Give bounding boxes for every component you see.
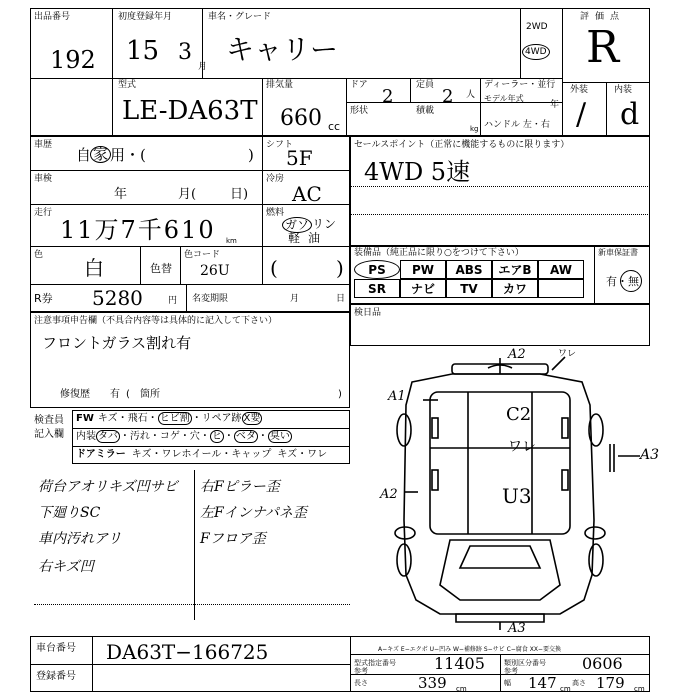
equipment-item: PS <box>354 260 400 279</box>
damage-crack-top: ワレ <box>558 349 577 359</box>
length-unit: cm <box>456 685 467 693</box>
equipment-item: ナビ <box>400 279 446 298</box>
km-unit: km <box>226 237 237 245</box>
damage-legend: A−キズ E−エクボ U−凹み W−補修跡 S−サビ C−腐食 XX−要交換 <box>378 646 561 653</box>
check-item: ヒビ割 <box>159 413 190 424</box>
length-label: 長さ <box>354 679 368 687</box>
damage-u3: U3 <box>502 484 532 508</box>
interior-label: 内装 <box>614 85 633 95</box>
recycle-value: 5280 <box>92 286 143 310</box>
capacity-label: 定員 <box>416 80 435 90</box>
checks-label-1: 検査員 <box>34 415 64 426</box>
check-item: キズ・飛石・ <box>97 413 158 424</box>
equipment-item: SR <box>354 279 400 298</box>
lot-label: 出品番号 <box>34 12 71 22</box>
door-label: ドア <box>350 80 368 90</box>
check-item: ベタ <box>235 431 256 442</box>
chassis-label: 車台番号 <box>36 643 76 654</box>
height-value: 179 <box>596 674 625 692</box>
type-approval-ref: 参考 <box>354 667 368 675</box>
shift-value: 5F <box>286 146 313 170</box>
equipment-item: TV <box>446 279 492 298</box>
check-item: キズ・ワレ <box>131 449 182 460</box>
color-label: 色 <box>34 250 44 260</box>
warranty-value: 有・無 <box>606 275 639 288</box>
check-item: ・ <box>223 431 234 442</box>
equipment-item <box>538 279 584 298</box>
check-item: ドアミラー <box>76 449 126 460</box>
width-unit: cm <box>560 685 571 693</box>
history-suffix: 用・( <box>110 146 146 164</box>
dealer-label: ディーラー・並行 <box>484 80 556 90</box>
reg-number-label: 登録番号 <box>36 671 76 682</box>
check-item: ヒ <box>211 431 222 442</box>
handwritten-note: 右Fピラー歪 <box>200 479 280 495</box>
exterior-grade: / <box>576 97 587 132</box>
month-unit: 月 <box>198 62 208 72</box>
color-paren-open: ( <box>270 256 278 280</box>
checks-label-2: 記入欄 <box>34 429 64 440</box>
shift-label: シフト <box>266 140 294 150</box>
equipment-item: カワ <box>492 279 538 298</box>
fuel-circled: ガソ <box>282 217 312 233</box>
check-item: キズ・ワレ <box>277 449 328 460</box>
shaken-day: 日) <box>230 187 249 202</box>
door-count: 2 <box>382 86 394 107</box>
load-label: 積載 <box>416 106 435 116</box>
mileage: 11万7千610 <box>60 216 216 244</box>
equipment-item: PW <box>400 260 446 279</box>
color-value: 白 <box>84 256 104 280</box>
drive-4wd-circled: 4WD <box>522 44 550 60</box>
model-label: 型式 <box>118 80 137 90</box>
damage-crack-mid: ワレ <box>508 439 536 455</box>
aircon-label: 冷房 <box>266 174 285 184</box>
expiry-month: 月 <box>290 294 300 304</box>
auction-sheet <box>30 8 660 693</box>
capacity: 2 <box>442 86 454 107</box>
fuel-suffix: リン <box>312 217 337 231</box>
score-label: 評価点 <box>580 12 626 22</box>
handwritten-note: 下廻りSC <box>38 505 101 521</box>
history-label: 車歴 <box>34 140 53 150</box>
repair-part: 箇所 <box>140 389 160 400</box>
first-reg-label: 初度登録年月 <box>118 12 173 22</box>
damage-a3-bottom: A3 <box>508 621 526 636</box>
repair-label: 修復歴 <box>60 389 90 400</box>
fuel-diesel: 軽油 <box>288 231 329 245</box>
equipment-label: 装備品（純正品に限り○をつけて下さい） <box>354 248 524 258</box>
car-name: キャリー <box>226 33 339 66</box>
color-code: 26U <box>200 263 230 279</box>
model-year-label: モデル年式 <box>484 94 524 103</box>
width-value: 147 <box>528 674 557 692</box>
color-change-label: 色替 <box>150 262 172 275</box>
class-ref: 参考 <box>504 667 518 675</box>
check-item: ・汚れ・コゲ・穴・ <box>119 431 210 442</box>
check-item: 臭い <box>269 431 290 442</box>
displacement: 660 <box>280 106 322 131</box>
check-item: ・リペア跡 <box>191 413 242 424</box>
shaken-month: 月( <box>178 187 197 202</box>
lot-number: 192 <box>50 46 96 74</box>
check-item: X要 <box>243 413 261 424</box>
history-prefix: 自 <box>76 146 92 164</box>
shape-label: 形状 <box>350 106 369 116</box>
capacity-unit: 人 <box>466 90 476 100</box>
class-label: 類別区分番号 <box>504 659 546 667</box>
sales-point-label: セールスポイント（正常に機能するものに限ります） <box>354 140 570 150</box>
model-year-unit: 年 <box>550 100 560 110</box>
type-approval-number: 11405 <box>434 654 485 673</box>
inspector-label: 検日品 <box>354 308 382 318</box>
recycle-label: R券 <box>34 292 53 305</box>
cc-unit: cc <box>328 120 341 133</box>
handwritten-note: 荷台アオリキズ凹サビ <box>38 479 178 495</box>
shaken-label: 車検 <box>34 174 53 184</box>
handwritten-note: 左Fインナパネ歪 <box>200 505 307 521</box>
width-label: 幅 <box>504 679 511 687</box>
height-label: 高さ <box>572 679 586 687</box>
check-item: ・ <box>257 431 268 442</box>
notes-text: フロントガラス割れ有 <box>42 334 192 352</box>
displacement-label: 排気量 <box>266 80 294 90</box>
color-paren-close: ) <box>336 256 344 280</box>
equipment-item: AW <box>538 260 584 279</box>
history-circled: 家 <box>90 146 111 163</box>
repair-paren-open: ( <box>126 389 130 400</box>
chassis-number: DA63T−166725 <box>106 640 269 664</box>
expiry-label: 名変期限 <box>192 294 229 304</box>
check-item: タバ <box>98 431 118 442</box>
expiry-day: 日 <box>336 294 346 304</box>
check-item: ホイール・キャップ <box>181 449 272 460</box>
handle-label: ハンドル 左・右 <box>484 120 550 130</box>
sales-point-text: 4WD 5速 <box>364 158 471 186</box>
reg-year: 15 <box>126 36 160 66</box>
score-value: R <box>586 22 620 73</box>
handwritten-note: Fフロア歪 <box>200 531 266 547</box>
length-value: 339 <box>418 674 447 692</box>
damage-a2-top: A2 <box>508 347 526 362</box>
interior-grade: d <box>620 97 640 132</box>
damage-c2: C2 <box>506 404 532 425</box>
new-warranty-label: 新車保証書 <box>598 248 638 257</box>
class-number: 0606 <box>582 654 623 673</box>
fuel-label: 燃料 <box>266 208 285 218</box>
check-item: 内装 <box>76 431 96 442</box>
aircon-value: AC <box>292 182 322 206</box>
equipment-item: エアB <box>492 260 538 279</box>
height-unit: cm <box>634 685 645 693</box>
notes-label: 注意事項申告欄（不具合内容等は具体的に記入して下さい） <box>34 316 278 326</box>
exterior-label: 外装 <box>570 85 589 95</box>
drive-2wd: 2WD <box>526 22 548 32</box>
kg-unit: kg <box>470 125 479 133</box>
check-item: FW <box>76 413 94 424</box>
shaken-year: 年 <box>114 187 128 202</box>
type-approval-label: 型式指定番号 <box>354 659 396 667</box>
model-code: LE-DA63T <box>122 96 258 126</box>
damage-a1: A1 <box>388 389 406 404</box>
repair-paren-close: ) <box>338 389 342 400</box>
mileage-label: 走行 <box>34 208 53 218</box>
equipment-item: ABS <box>446 260 492 279</box>
damage-a2-left: A2 <box>380 487 398 502</box>
handwritten-note: 右キズ凹 <box>38 559 94 575</box>
damage-a3-right: A3 <box>640 447 660 463</box>
color-code-label: 色コード <box>184 250 221 260</box>
repair-yes: 有 <box>110 389 120 400</box>
yen-unit: 円 <box>168 296 178 306</box>
handwritten-note: 車内汚れアリ <box>38 531 122 547</box>
car-name-label: 車名・グレード <box>208 12 272 22</box>
reg-month: 3 <box>178 40 192 65</box>
history-paren-close: ) <box>248 146 254 164</box>
